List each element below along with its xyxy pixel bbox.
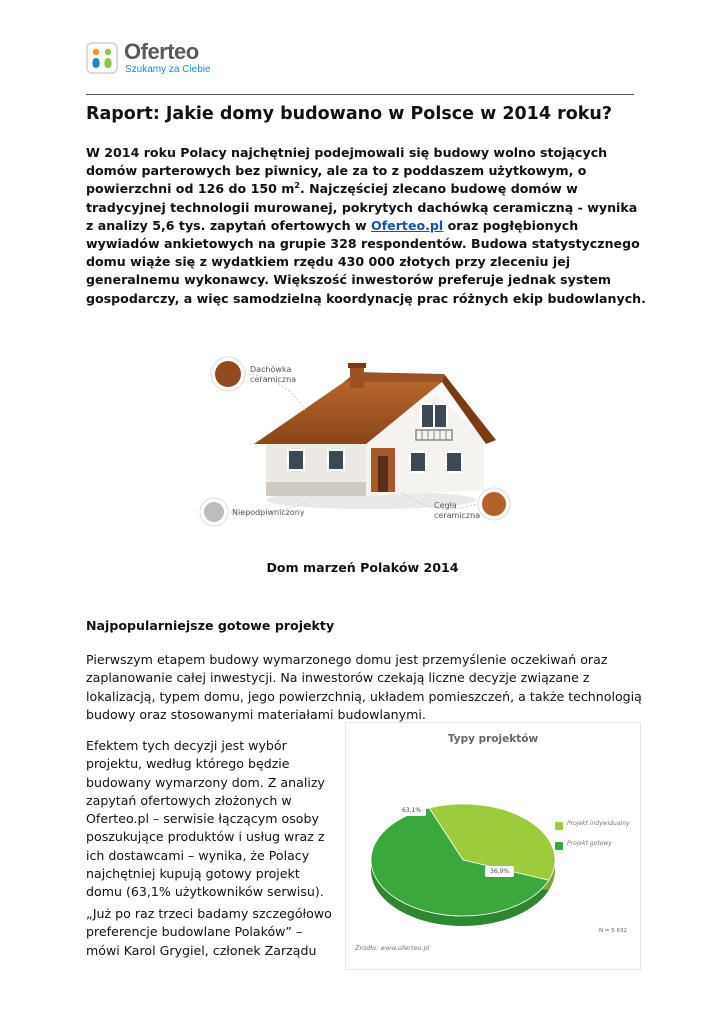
paragraph-2: Efektem tych decyzji jest wybór projektu, według którego będzie budowany wymarzony dom. Z analizy zapytań ofertowych złożonych w Oferteo.pl – serwisie łączącym osoby poszukujące produktów i usług wraz z ich dostawcami – wynika, że Polacy najchętniej kupują gotowy projekt domu (63,1% użytkowników serwisu). [86,738,325,900]
article-title: Raport: Jakie domy budowano w Polsce w 2014 roku? [86,104,613,124]
legend-label-individual: Projekt indywidualny [567,820,630,827]
slice-label-ready: 63,1% [397,805,426,816]
legend-swatch-individual [555,822,563,830]
label-brick-line2: ceramiczna [434,511,481,520]
lead-text-2: . Najczęściej zlecano budowę domów w tradycyjnej technologii murowanej, pokrytych dachówką ceramiczną - wynika z analizy 5,6 tys. zapytań ofertowych w [86,181,638,233]
lead-superscript: 2 [294,181,300,191]
paragraph-3: „Już po raz trzeci badamy szczegółowo preferencje budowlane Polaków” – mówi Karol Grygiel, członek Zarządu [86,906,332,958]
chart-title: Typy projektów [447,733,539,745]
section-heading: Najpopularniejsze gotowe projekty [86,618,335,633]
chart-source: Źródło: www.oferteo.pl [355,944,430,952]
house-illustration [196,352,516,534]
figure-caption: Dom marzeń Polaków 2014 [266,560,459,575]
label-brick-line1: Cegła [434,501,457,510]
project-types-chart [345,722,641,970]
label-basement: Niepodpiwniczony [232,508,305,517]
oferteo-link[interactable]: Oferteo.pl [370,217,444,233]
chart-sample-size: N = 5 632 [599,928,627,934]
logo-tagline: Szukamy za Ciebie [125,64,211,75]
label-roof-line1: Dachówka [250,365,292,374]
header-divider [86,94,634,95]
lead-paragraph [86,144,646,308]
lead-text-3: oraz pogłębionych wywiadów ankietowych na grupie 328 respondentów. Budowa statystycznego domu wiąże się z wydatkiem rzędu 430 000 złotych przy zleceniu jej generalnemu wykonawcy. Większość inwestorów preferuje jednak system gospodarczy, a więc samodzielną koordynację prac różnych ekip budowlanych. [86,217,646,306]
legend-label-ready: Projekt gotowy [567,840,612,847]
slice-label-individual: 36,9% [485,866,514,877]
legend-swatch-ready [555,842,563,850]
paragraph-1: Pierwszym etapem budowy wymarzonego domu jest przemyślenie oczekiwań oraz zaplanowanie całej inwestycji. Na inwestorów czekają liczne decyzje związane z lokalizacją, typem domu, jego powierzchnią, układem pomieszczeń, a także technologią budowy oraz stosowanymi materiałami budowlanymi. [86,652,642,722]
logo-name: Oferteo [124,39,199,64]
lead-text-1: W 2014 roku Polacy najchętniej podejmowali się budowy wolno stojących domów parterowych bez piwnicy, ale za to z poddaszem użytkowym, o powierzchni od 126 do 150 m [86,145,608,197]
oferteo-logo[interactable] [86,39,246,78]
label-roof-line2: ceramiczna [250,375,297,384]
logo-mark-icon [86,42,118,74]
